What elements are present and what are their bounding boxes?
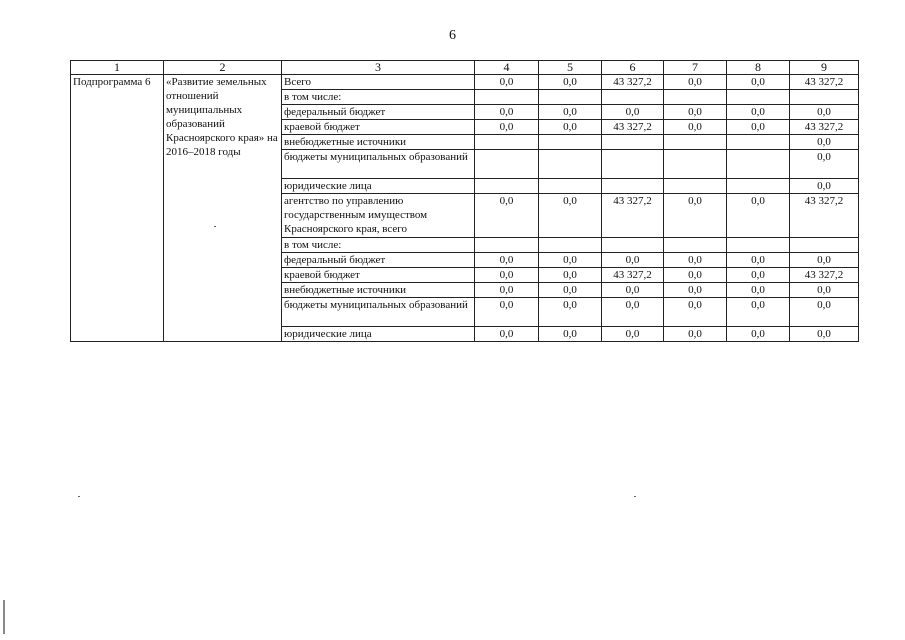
value-cell xyxy=(602,150,664,179)
header-cell: 3 xyxy=(282,61,475,75)
value-cell: 0,0 xyxy=(602,283,664,298)
value-cell: 0,0 xyxy=(539,105,602,120)
value-cell: 43 327,2 xyxy=(602,268,664,283)
value-cell xyxy=(664,238,727,253)
program-title-cell: «Развитие земельных отношений муниципальных образований Красноярского края» на 2016–2018 годы xyxy=(164,75,282,342)
value-cell xyxy=(602,135,664,150)
header-cell: 1 xyxy=(71,61,164,75)
row-label: краевой бюджет xyxy=(282,120,475,135)
value-cell: 0,0 xyxy=(790,135,859,150)
value-cell xyxy=(539,90,602,105)
value-cell: 0,0 xyxy=(664,298,727,327)
value-cell: 0,0 xyxy=(539,75,602,90)
value-cell xyxy=(664,135,727,150)
value-cell xyxy=(602,179,664,194)
row-label: в том числе: xyxy=(282,90,475,105)
value-cell: 0,0 xyxy=(539,120,602,135)
value-cell: 43 327,2 xyxy=(790,194,859,238)
value-cell: 0,0 xyxy=(602,253,664,268)
header-cell: 6 xyxy=(602,61,664,75)
value-cell: 0,0 xyxy=(664,327,727,342)
value-cell: 0,0 xyxy=(727,298,790,327)
scan-speck xyxy=(634,496,636,497)
value-cell: 0,0 xyxy=(539,268,602,283)
value-cell xyxy=(727,238,790,253)
value-cell: 0,0 xyxy=(539,283,602,298)
value-cell xyxy=(664,150,727,179)
row-label: в том числе: xyxy=(282,238,475,253)
value-cell xyxy=(602,238,664,253)
value-cell: 0,0 xyxy=(475,283,539,298)
value-cell: 0,0 xyxy=(539,298,602,327)
row-label: агентство по управлению государственным имуществом Красноярского края, всего xyxy=(282,194,475,238)
value-cell: 43 327,2 xyxy=(790,75,859,90)
value-cell xyxy=(727,135,790,150)
value-cell: 0,0 xyxy=(664,194,727,238)
value-cell xyxy=(602,90,664,105)
value-cell: 43 327,2 xyxy=(602,120,664,135)
header-cell: 4 xyxy=(475,61,539,75)
value-cell: 0,0 xyxy=(727,75,790,90)
value-cell xyxy=(475,135,539,150)
value-cell: 0,0 xyxy=(790,253,859,268)
value-cell: 0,0 xyxy=(664,283,727,298)
value-cell: 0,0 xyxy=(727,268,790,283)
value-cell: 0,0 xyxy=(664,120,727,135)
value-cell: 0,0 xyxy=(475,327,539,342)
scan-speck xyxy=(78,496,80,497)
row-label: Всего xyxy=(282,75,475,90)
header-row xyxy=(71,61,859,75)
value-cell xyxy=(664,179,727,194)
page-number: 6 xyxy=(449,28,456,43)
value-cell xyxy=(539,179,602,194)
value-cell: 0,0 xyxy=(664,75,727,90)
value-cell xyxy=(727,90,790,105)
header-cell: 2 xyxy=(164,61,282,75)
header-cell: 9 xyxy=(790,61,859,75)
value-cell: 0,0 xyxy=(790,283,859,298)
table-row xyxy=(71,75,859,90)
program-name-cell: Подпрограмма 6 xyxy=(71,75,164,342)
row-label: федеральный бюджет xyxy=(282,105,475,120)
value-cell: 43 327,2 xyxy=(790,268,859,283)
header-cell: 8 xyxy=(727,61,790,75)
value-cell: 0,0 xyxy=(727,283,790,298)
value-cell xyxy=(475,150,539,179)
value-cell: 0,0 xyxy=(539,194,602,238)
value-cell: 0,0 xyxy=(539,253,602,268)
value-cell: 0,0 xyxy=(790,327,859,342)
value-cell: 0,0 xyxy=(475,298,539,327)
value-cell: 0,0 xyxy=(475,253,539,268)
value-cell: 0,0 xyxy=(539,327,602,342)
value-cell: 0,0 xyxy=(475,120,539,135)
value-cell: 0,0 xyxy=(602,327,664,342)
value-cell: 0,0 xyxy=(727,194,790,238)
value-cell xyxy=(727,150,790,179)
value-cell xyxy=(664,90,727,105)
value-cell: 0,0 xyxy=(664,268,727,283)
value-cell: 0,0 xyxy=(602,298,664,327)
value-cell: 0,0 xyxy=(475,105,539,120)
header-cell: 5 xyxy=(539,61,602,75)
value-cell xyxy=(539,238,602,253)
value-cell xyxy=(790,90,859,105)
row-label: внебюджетные источники xyxy=(282,283,475,298)
value-cell: 0,0 xyxy=(727,253,790,268)
value-cell xyxy=(475,179,539,194)
value-cell: 0,0 xyxy=(475,268,539,283)
row-label: юридические лица xyxy=(282,327,475,342)
value-cell: 0,0 xyxy=(790,298,859,327)
value-cell: 43 327,2 xyxy=(602,194,664,238)
row-label: краевой бюджет xyxy=(282,268,475,283)
value-cell xyxy=(475,90,539,105)
row-label: внебюджетные источники xyxy=(282,135,475,150)
scan-edge-mark xyxy=(3,600,5,634)
value-cell xyxy=(790,238,859,253)
row-label: бюджеты муниципальных образований xyxy=(282,298,475,327)
scan-speck xyxy=(214,226,216,227)
value-cell: 0,0 xyxy=(790,179,859,194)
row-label: юридические лица xyxy=(282,179,475,194)
value-cell: 0,0 xyxy=(475,75,539,90)
value-cell xyxy=(539,135,602,150)
value-cell: 0,0 xyxy=(727,105,790,120)
value-cell xyxy=(475,238,539,253)
value-cell xyxy=(727,179,790,194)
value-cell: 0,0 xyxy=(602,105,664,120)
value-cell: 43 327,2 xyxy=(790,120,859,135)
value-cell: 0,0 xyxy=(664,253,727,268)
value-cell: 0,0 xyxy=(727,327,790,342)
value-cell: 43 327,2 xyxy=(602,75,664,90)
value-cell: 0,0 xyxy=(790,150,859,179)
value-cell: 0,0 xyxy=(475,194,539,238)
value-cell: 0,0 xyxy=(664,105,727,120)
value-cell: 0,0 xyxy=(790,105,859,120)
row-label: федеральный бюджет xyxy=(282,253,475,268)
value-cell: 0,0 xyxy=(727,120,790,135)
value-cell xyxy=(539,150,602,179)
budget-table xyxy=(70,60,859,342)
header-cell: 7 xyxy=(664,61,727,75)
row-label: бюджеты муниципальных образований xyxy=(282,150,475,179)
